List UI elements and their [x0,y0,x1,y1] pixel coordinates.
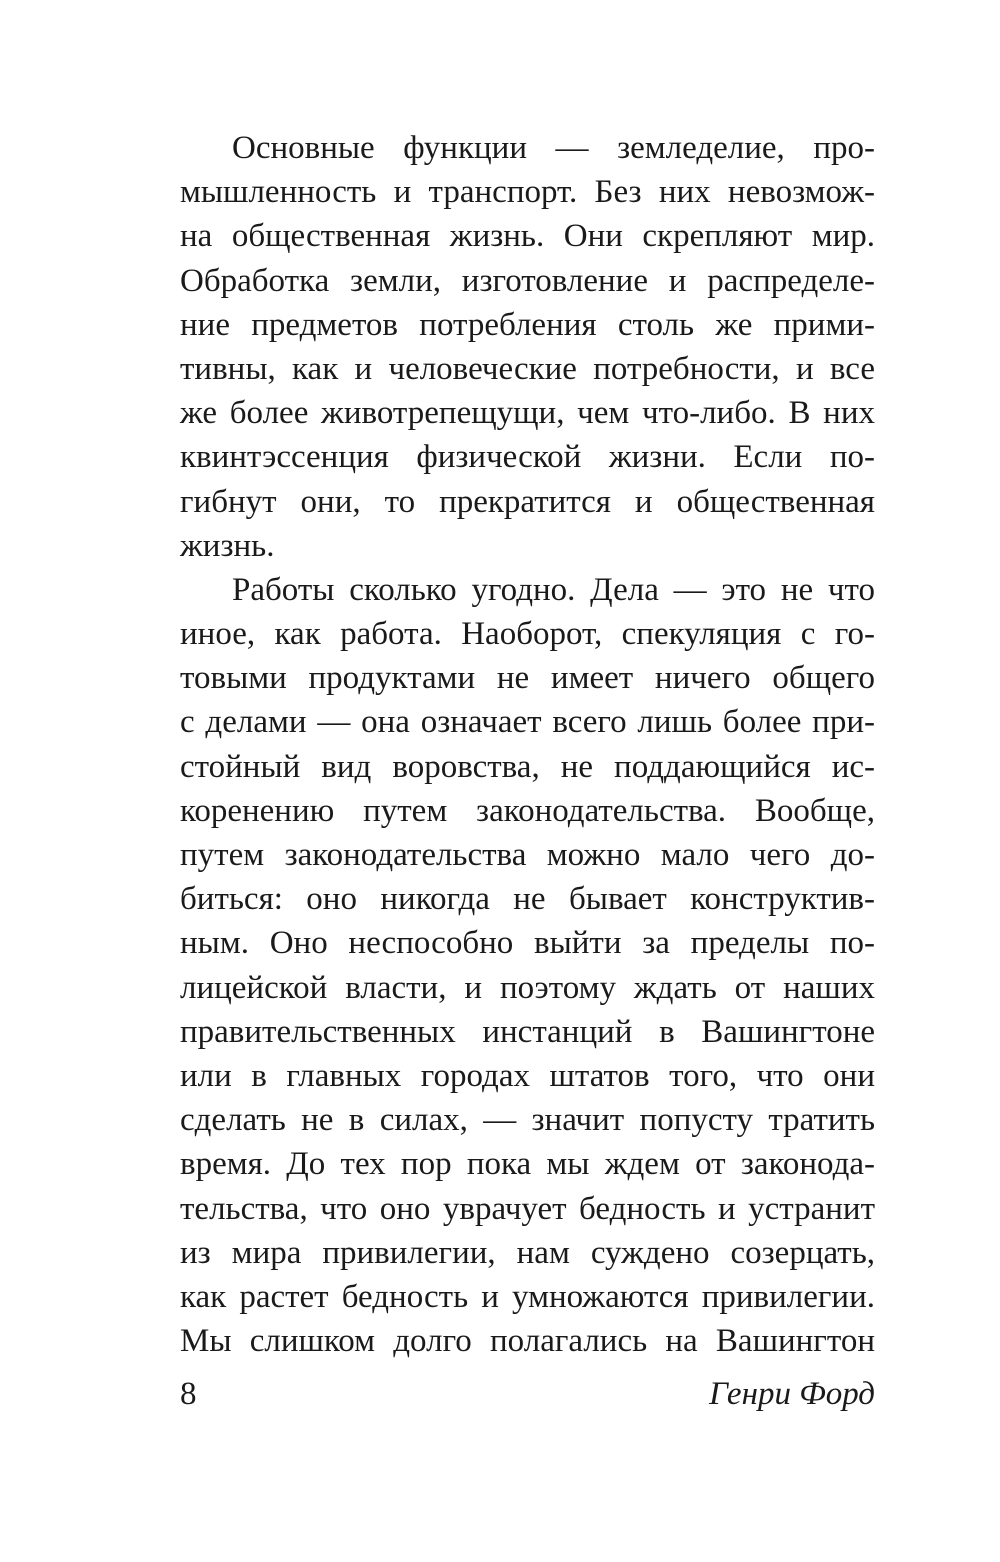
text-line: или в главных городах штатов того, что они [180,1057,875,1094]
text-line: мышленность и транспорт. Без них невозмож- [180,174,875,211]
paragraph [180,568,875,1363]
text-line: биться: оно никогда не бывает конструктив- [180,881,875,918]
text-line: на общественная жизнь. Они скрепляют мир. [180,218,875,255]
running-footer-author: Генри Форд [709,1376,875,1412]
text-line: Обработка земли, изготовление и распределе- [180,262,875,299]
text-line: же более животрепещущи, чем что-либо. В них [180,395,875,432]
text-line: Основные функции — земледелие, про- [232,130,875,166]
text-line: время. До тех пор пока мы ждем от законода- [180,1146,875,1183]
text-line: ным. Оно неспособно выйти за пределы по- [180,925,875,962]
text-line: товыми продуктами не имеет ничего общего [180,660,875,697]
text-line: Мы слишком долго полагались на Вашингтон [180,1323,875,1360]
text-line: правительственных инстанций в Вашингтоне [180,1013,875,1050]
text-line: путем законодательства можно мало чего до- [180,837,875,873]
text-line: Работы сколько угодно. Дела — это не что [232,571,875,608]
paragraph [180,126,875,568]
text-line: тивны, как и человеческие потребности, и все [180,350,875,387]
text-line: из мира привилегии, нам суждено созерцать, [180,1234,875,1271]
text-line: тельства, что оно уврачует бедность и устранит [180,1190,875,1227]
text-line: ние предметов потребления столь же прими- [180,306,875,343]
text-line: как растет бедность и умножаются привилегии. [180,1278,875,1315]
text-line: с делами — она означает всего лишь более при- [180,704,875,741]
text-line: стойный вид воровства, не поддающийся ис- [180,748,875,785]
text-line: квинтэссенция физической жизни. Если по- [180,439,875,476]
text-line: лицейской власти, и поэтому ждать от наших [180,969,875,1006]
text-line: жизнь. [180,527,275,564]
page-footer [180,1372,875,1416]
body-text [180,126,875,1363]
text-line: сделать не в силах, — значит попусту тратить [180,1102,875,1139]
text-line: гибнут они, то прекратится и общественная [180,483,875,520]
page-number: 8 [180,1376,197,1412]
text-line: иное, как работа. Наоборот, спекуляция с го- [180,616,875,653]
text-line: коренению путем законодательства. Вообще, [180,792,875,829]
